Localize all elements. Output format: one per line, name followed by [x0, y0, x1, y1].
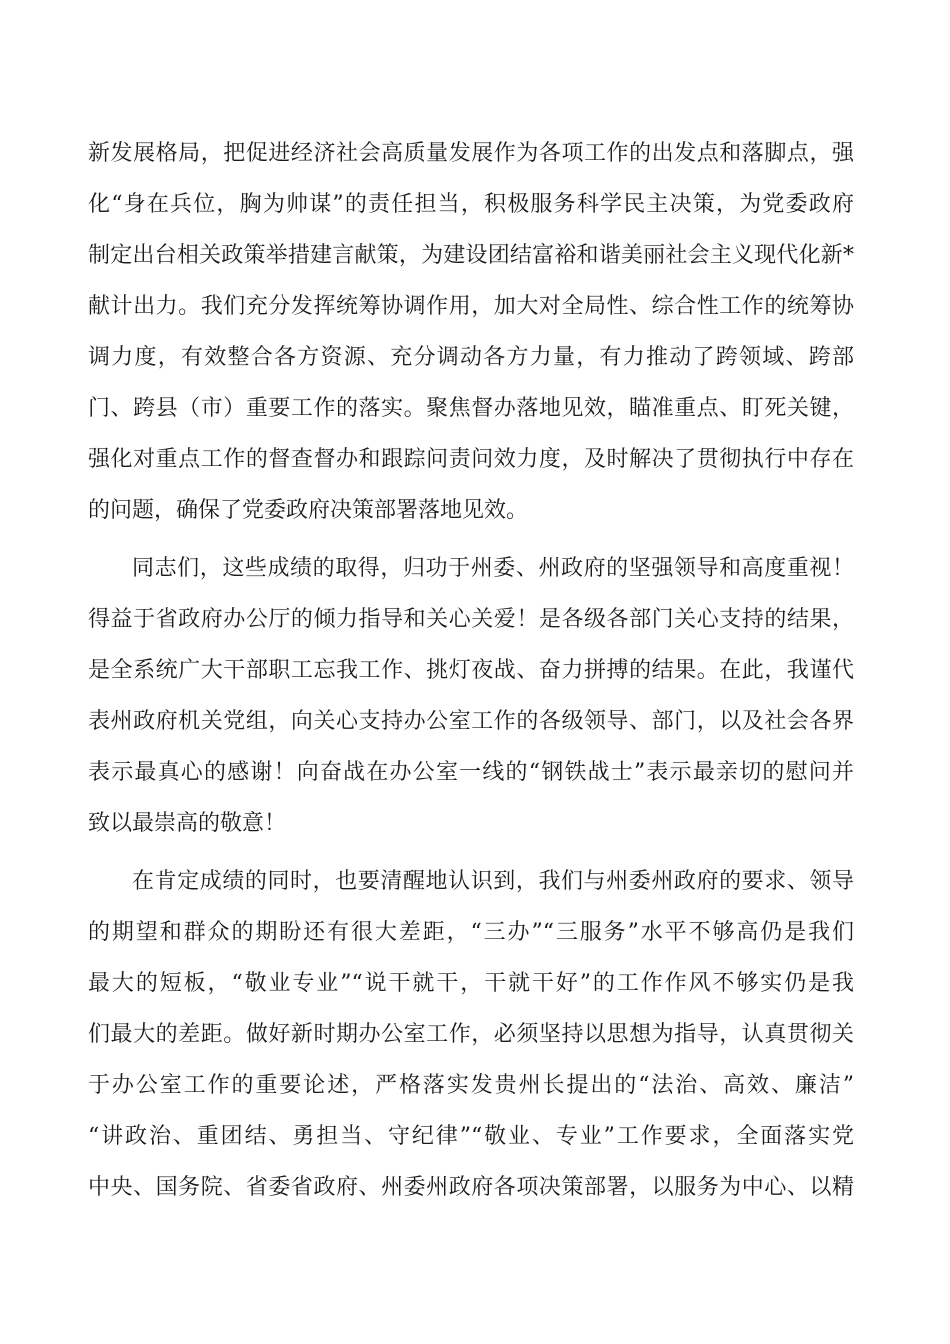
text-line: “讲政治、重团结、勇担当、守纪律”“敬业、专业”工作要求，全面落实党	[88, 1124, 854, 1149]
text-line: 于办公室工作的重要论述，严格落实发贵州长提出的“法治、高效、廉洁”	[88, 1073, 854, 1098]
text-line: 得益于省政府办公厅的倾力指导和关心关爱！是各级各部门关心支持的结果，	[88, 607, 854, 632]
text-line: 强化对重点工作的督查督办和跟踪问责问效力度，及时解决了贯彻执行中存在	[88, 447, 854, 472]
text-line: 制定出台相关政策举措建言献策，为建设团结富裕和谐美丽社会主义现代化新*	[88, 243, 854, 268]
text-line: 表州政府机关党组，向关心支持办公室工作的各级领导、部门，以及社会各界	[88, 709, 854, 734]
text-line: 的问题，确保了党委政府决策部署落地见效。	[88, 498, 529, 523]
paragraph-achievements	[88, 128, 854, 536]
text-line: 表示最真心的感谢！向奋战在办公室一线的“钢铁战士”表示最亲切的慰问并	[88, 760, 854, 785]
text-line: 在肯定成绩的同时，也要清醒地认识到，我们与州委州政府的要求、领导	[132, 869, 854, 894]
text-line: 的期望和群众的期盼还有很大差距，“三办”“三服务”水平不够高仍是我们	[88, 920, 854, 945]
text-line: 新发展格局，把促进经济社会高质量发展作为各项工作的出发点和落脚点，强	[88, 141, 854, 166]
paragraph-thanks	[88, 543, 854, 849]
paragraph-gap	[88, 536, 854, 543]
text-line: 致以最崇高的敬意！	[88, 811, 287, 836]
text-line: 同志们，这些成绩的取得，归功于州委、州政府的坚强领导和高度重视！	[132, 556, 854, 581]
text-line: 调力度，有效整合各方资源、充分调动各方力量，有力推动了跨领域、跨部	[88, 345, 854, 370]
text-line: 门、跨县（市）重要工作的落实。聚焦督办落地见效，瞄准重点、盯死关键，	[88, 396, 854, 421]
text-line: 中央、国务院、省委省政府、州委州政府各项决策部署，以服务为中心、以精	[88, 1175, 854, 1200]
text-line: 是全系统广大干部职工忘我工作、挑灯夜战、奋力拼搏的结果。在此，我谨代	[88, 658, 854, 683]
text-line: 献计出力。我们充分发挥统筹协调作用，加大对全局性、综合性工作的统筹协	[88, 294, 854, 319]
paragraph-shortcomings	[88, 856, 854, 1213]
paragraph-gap	[88, 849, 854, 856]
text-line: 们最大的差距。做好新时期办公室工作，必须坚持以思想为指导，认真贯彻关	[88, 1022, 854, 1047]
document-body	[88, 128, 854, 1213]
text-line: 化“身在兵位，胸为帅谋”的责任担当，积极服务科学民主决策，为党委政府	[88, 192, 854, 217]
text-line: 最大的短板，“敬业专业”“说干就干，干就干好”的工作作风不够实仍是我	[88, 971, 854, 996]
